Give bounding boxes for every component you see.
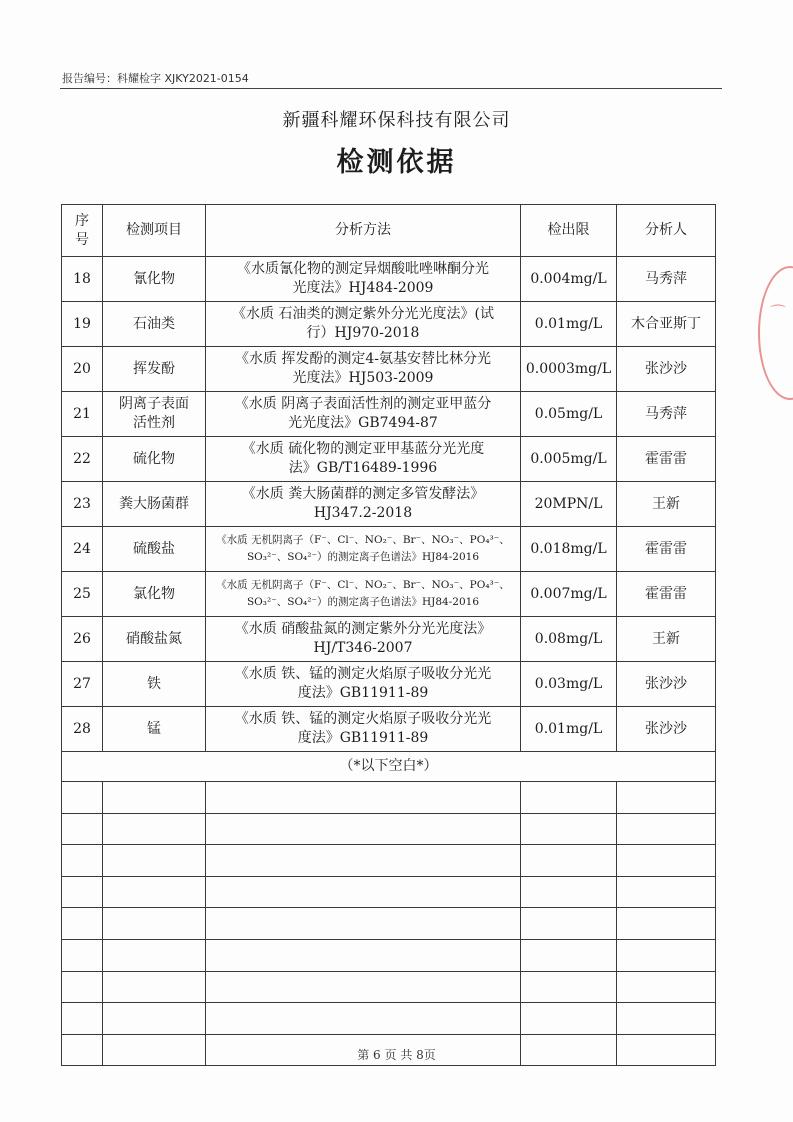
empty-row bbox=[62, 939, 716, 971]
row-method: 《水质 粪大肠菌群的测定多管发酵法》 HJ347.2-2018 bbox=[206, 482, 521, 527]
row-item: 硫酸盐 bbox=[103, 527, 206, 572]
empty-cell bbox=[62, 939, 103, 971]
row-limit: 0.005mg/L bbox=[521, 437, 617, 482]
row-seq: 19 bbox=[62, 302, 103, 347]
row-seq: 25 bbox=[62, 572, 103, 617]
table-body bbox=[62, 257, 716, 1066]
empty-cell bbox=[521, 876, 617, 908]
row-seq: 26 bbox=[62, 617, 103, 662]
basis-table bbox=[61, 204, 716, 1066]
header-item: 检测项目 bbox=[103, 205, 206, 257]
empty-cell bbox=[617, 876, 716, 908]
row-item: 铁 bbox=[103, 662, 206, 707]
row-limit: 20MPN/L bbox=[521, 482, 617, 527]
empty-row bbox=[62, 908, 716, 940]
seal-fragment-icon: ⌒ bbox=[770, 303, 787, 322]
row-limit: 0.05mg/L bbox=[521, 392, 617, 437]
row-analyst: 马秀萍 bbox=[617, 257, 716, 302]
empty-cell bbox=[521, 782, 617, 814]
empty-cell bbox=[62, 876, 103, 908]
row-method: 《水质 铁、锰的测定火焰原子吸收分光光 度法》GB11911-89 bbox=[206, 662, 521, 707]
empty-cell bbox=[103, 908, 206, 940]
empty-cell bbox=[62, 782, 103, 814]
table-row bbox=[62, 707, 716, 752]
empty-cell bbox=[617, 1003, 716, 1035]
empty-cell bbox=[206, 939, 521, 971]
row-limit: 0.01mg/L bbox=[521, 707, 617, 752]
row-item: 硝酸盐氮 bbox=[103, 617, 206, 662]
page-title: 检测依据 bbox=[336, 147, 457, 178]
table-row bbox=[62, 347, 716, 392]
empty-cell bbox=[521, 971, 617, 1003]
row-analyst: 马秀萍 bbox=[617, 392, 716, 437]
row-seq: 21 bbox=[62, 392, 103, 437]
header-rule bbox=[60, 88, 722, 89]
row-method: 《水质 阴离子表面活性剂的测定亚甲蓝分 光光度法》GB7494-87 bbox=[206, 392, 521, 437]
table-row bbox=[62, 257, 716, 302]
empty-cell bbox=[521, 908, 617, 940]
row-analyst: 木合亚斯丁 bbox=[617, 302, 716, 347]
table-row bbox=[62, 437, 716, 482]
table-row bbox=[62, 617, 716, 662]
empty-cell bbox=[617, 908, 716, 940]
blank-note-row bbox=[62, 752, 716, 782]
company-name: 新疆科耀环保科技有限公司 bbox=[282, 110, 511, 131]
page-footer: 第 6 页 共 8页 bbox=[357, 1048, 436, 1062]
row-item: 锰 bbox=[103, 707, 206, 752]
row-seq: 23 bbox=[62, 482, 103, 527]
report-number: 报告编号：科耀检字 XJKY2021-0154 bbox=[62, 72, 249, 85]
blank-note: （*以下空白*） bbox=[62, 752, 716, 782]
row-seq: 22 bbox=[62, 437, 103, 482]
row-limit: 0.01mg/L bbox=[521, 302, 617, 347]
table-row bbox=[62, 527, 716, 572]
empty-row bbox=[62, 813, 716, 845]
empty-cell bbox=[62, 1003, 103, 1035]
empty-row bbox=[62, 782, 716, 814]
row-item: 挥发酚 bbox=[103, 347, 206, 392]
row-analyst: 霍雷雷 bbox=[617, 527, 716, 572]
empty-cell bbox=[521, 939, 617, 971]
empty-cell bbox=[617, 782, 716, 814]
empty-cell bbox=[521, 1003, 617, 1035]
empty-cell bbox=[617, 939, 716, 971]
row-method: 《水质 挥发酚的测定4-氨基安替比林分光 光度法》HJ503-2009 bbox=[206, 347, 521, 392]
row-seq: 24 bbox=[62, 527, 103, 572]
seal-stamp bbox=[758, 266, 793, 400]
header-limit: 检出限 bbox=[521, 205, 617, 257]
empty-cell bbox=[206, 1003, 521, 1035]
empty-cell bbox=[206, 813, 521, 845]
empty-cell bbox=[62, 813, 103, 845]
row-analyst: 霍雷雷 bbox=[617, 437, 716, 482]
row-analyst: 王新 bbox=[617, 482, 716, 527]
row-analyst: 王新 bbox=[617, 617, 716, 662]
row-analyst: 张沙沙 bbox=[617, 347, 716, 392]
empty-cell bbox=[521, 813, 617, 845]
empty-cell bbox=[206, 845, 521, 877]
row-item: 硫化物 bbox=[103, 437, 206, 482]
empty-cell bbox=[103, 971, 206, 1003]
row-method: 《水质 硫化物的测定亚甲基蓝分光光度 法》GB/T16489-1996 bbox=[206, 437, 521, 482]
empty-cell bbox=[103, 782, 206, 814]
row-item: 粪大肠菌群 bbox=[103, 482, 206, 527]
row-item: 石油类 bbox=[103, 302, 206, 347]
empty-cell bbox=[103, 876, 206, 908]
row-method: 《水质氰化物的测定异烟酸吡唑啉酮分光 光度法》HJ484-2009 bbox=[206, 257, 521, 302]
row-item: 氰化物 bbox=[103, 257, 206, 302]
row-analyst: 张沙沙 bbox=[617, 707, 716, 752]
row-limit: 0.0003mg/L bbox=[521, 347, 617, 392]
empty-cell bbox=[206, 908, 521, 940]
row-method: 《水质 无机阴离子（F⁻、Cl⁻、NO₂⁻、Br⁻、NO₃⁻、PO₄³⁻、 SO₃²⁻、SO₄²⁻）的测定离子色谱法》HJ84-2016 bbox=[206, 527, 521, 572]
header-seq: 序 号 bbox=[62, 205, 103, 257]
row-seq: 18 bbox=[62, 257, 103, 302]
empty-row bbox=[62, 971, 716, 1003]
empty-cell bbox=[521, 845, 617, 877]
row-seq: 27 bbox=[62, 662, 103, 707]
empty-cell bbox=[62, 971, 103, 1003]
empty-cell bbox=[206, 876, 521, 908]
row-method: 《水质 无机阴离子（F⁻、Cl⁻、NO₂⁻、Br⁻、NO₃⁻、PO₄³⁻、 SO₃²⁻、SO₄²⁻）的测定离子色谱法》HJ84-2016 bbox=[206, 572, 521, 617]
row-limit: 0.004mg/L bbox=[521, 257, 617, 302]
empty-cell bbox=[617, 845, 716, 877]
empty-cell bbox=[103, 845, 206, 877]
empty-cell bbox=[103, 1003, 206, 1035]
empty-cell bbox=[103, 813, 206, 845]
row-seq: 28 bbox=[62, 707, 103, 752]
header-analyst: 分析人 bbox=[617, 205, 716, 257]
empty-cell bbox=[617, 971, 716, 1003]
table-row bbox=[62, 482, 716, 527]
table-row bbox=[62, 302, 716, 347]
row-method: 《水质 石油类的测定紫外分光光度法》(试 行）HJ970-2018 bbox=[206, 302, 521, 347]
row-limit: 0.08mg/L bbox=[521, 617, 617, 662]
header-method: 分析方法 bbox=[206, 205, 521, 257]
empty-cell bbox=[62, 908, 103, 940]
row-method: 《水质 硝酸盐氮的测定紫外分光光度法》 HJ/T346-2007 bbox=[206, 617, 521, 662]
empty-row bbox=[62, 1003, 716, 1035]
row-limit: 0.018mg/L bbox=[521, 527, 617, 572]
row-limit: 0.03mg/L bbox=[521, 662, 617, 707]
empty-cell bbox=[206, 782, 521, 814]
row-analyst: 张沙沙 bbox=[617, 662, 716, 707]
table-row bbox=[62, 662, 716, 707]
table-header-row bbox=[62, 205, 716, 257]
row-method: 《水质 铁、锰的测定火焰原子吸收分光光 度法》GB11911-89 bbox=[206, 707, 521, 752]
table-row bbox=[62, 392, 716, 437]
empty-cell bbox=[206, 971, 521, 1003]
row-analyst: 霍雷雷 bbox=[617, 572, 716, 617]
empty-cell bbox=[103, 939, 206, 971]
empty-cell bbox=[617, 813, 716, 845]
empty-row bbox=[62, 845, 716, 877]
row-item: 氯化物 bbox=[103, 572, 206, 617]
row-item: 阴离子表面 活性剂 bbox=[103, 392, 206, 437]
row-seq: 20 bbox=[62, 347, 103, 392]
row-limit: 0.007mg/L bbox=[521, 572, 617, 617]
table-row bbox=[62, 572, 716, 617]
empty-row bbox=[62, 876, 716, 908]
empty-cell bbox=[62, 845, 103, 877]
